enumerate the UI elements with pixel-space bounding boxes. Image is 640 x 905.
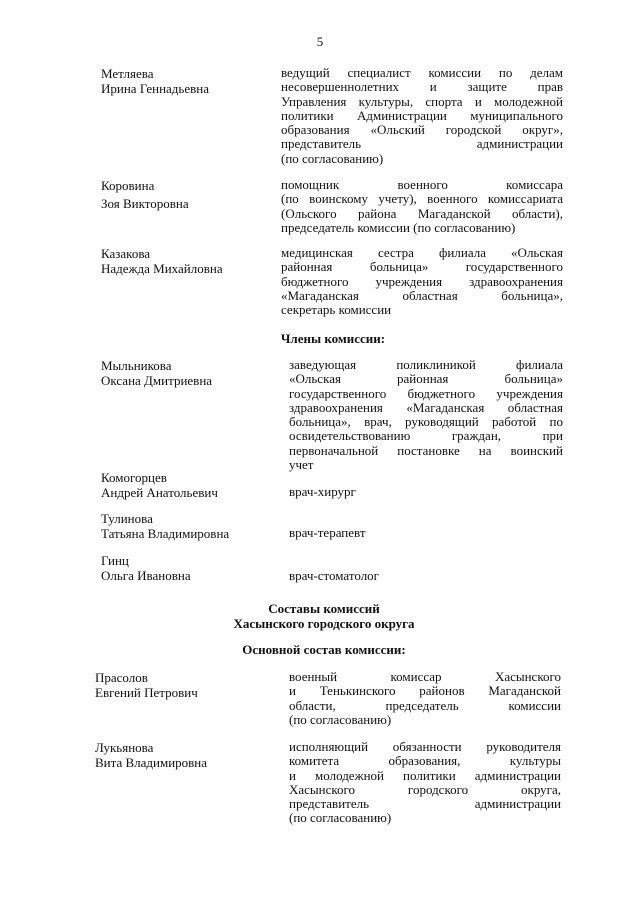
role-line: области, председатель комиссии — [289, 698, 561, 713]
role-line: бюджетного учреждения здравоохранения — [281, 274, 563, 289]
member-role — [289, 569, 571, 583]
role-line: (по согласованию) — [289, 712, 392, 727]
member-name — [101, 66, 209, 96]
role-line: государственного бюджетного учреждения — [289, 386, 563, 401]
role-line: медицинская сестра филиала «Ольская — [281, 246, 563, 260]
role-line: несовершеннолетних и защите прав — [281, 80, 563, 95]
section-heading — [4, 601, 640, 631]
role-line: (Ольского района Магаданской области), — [281, 206, 563, 221]
member-role — [289, 526, 571, 540]
surname: Прасолов — [95, 670, 148, 685]
role-line: здравоохранения «Магаданская областная — [289, 400, 563, 415]
role-line: районная больница» государственного — [281, 260, 563, 275]
member-role — [289, 740, 561, 826]
surname: Комогорцев — [101, 470, 167, 485]
member-role — [289, 670, 561, 727]
role-line: освидетельствованию граждан, при — [289, 429, 563, 444]
page-number: 5 — [316, 34, 324, 49]
role-line: заведующая поликлиникой филиала — [289, 358, 563, 372]
role-line: Хасынского городского округа, — [289, 782, 561, 797]
member-role — [281, 66, 563, 166]
role-line: «Магаданская областная больница», — [281, 288, 563, 303]
role-line: помощник военного комиссара — [281, 178, 563, 192]
member-name — [95, 740, 207, 770]
given-names: Татьяна Владимировна — [101, 526, 230, 541]
role-line: секретарь комиссии — [281, 303, 392, 318]
given-names: Ирина Геннадьевна — [101, 81, 209, 96]
role-line: врач-хирург — [289, 485, 356, 499]
role-line: образования «Ольский городской округ», — [281, 123, 563, 138]
given-names: Вита Владимировна — [95, 755, 208, 770]
surname: Казакова — [101, 246, 151, 261]
role-line: исполняющий обязанности руководителя — [289, 740, 561, 754]
given-names: Оксана Дмитриевна — [101, 373, 213, 388]
role-line: (по воинскому учету), военного комиссариата — [281, 192, 563, 207]
main-composition-heading: Основной состав комиссии: — [242, 642, 406, 657]
role-line: учет — [289, 458, 314, 473]
given-names: Надежда Михайловна — [101, 261, 223, 276]
member-name — [101, 246, 223, 276]
role-line: комитета образования, культуры — [289, 754, 561, 769]
section-heading-line: Хасынского городского округа — [233, 616, 415, 631]
member-role — [289, 485, 571, 499]
role-line: больница», врач, руководящий работой по — [289, 415, 563, 430]
surname: Лукьянова — [95, 740, 154, 755]
given-names: Ольга Ивановна — [101, 568, 191, 583]
role-line: военный комиссар Хасынского — [289, 670, 561, 684]
member-name — [101, 553, 191, 583]
surname: Гинц — [101, 553, 129, 568]
surname: Мыльникова — [101, 358, 172, 373]
role-line: представитель администрации — [281, 137, 563, 152]
surname: Тулинова — [101, 511, 153, 526]
member-name — [101, 511, 229, 541]
member-name — [95, 670, 198, 700]
given-names: Евгений Петрович — [95, 685, 198, 700]
role-line: (по согласованию) — [289, 811, 392, 826]
given-names: Андрей Анатольевич — [101, 485, 218, 500]
section-heading-line: Составы комиссий — [268, 601, 380, 616]
member-name — [101, 178, 189, 211]
role-line: председатель комиссии (по согласованию) — [281, 220, 516, 235]
role-line: ведущий специалист комиссии по делам — [281, 66, 563, 80]
role-line: представитель администрации — [289, 797, 561, 812]
member-name — [101, 358, 212, 388]
surname: Метляева — [101, 66, 154, 81]
members-heading: Члены комиссии: — [280, 331, 386, 346]
role-line: «Ольская районная больница» — [289, 372, 563, 387]
role-line: политики Администрации муниципального — [281, 108, 563, 123]
role-line: и Тенькинского районов Магаданской — [289, 684, 561, 699]
role-line: Управления культуры, спорта и молодежной — [281, 94, 563, 109]
role-line: врач-терапевт — [289, 526, 366, 540]
role-line: врач-стоматолог — [289, 569, 380, 583]
member-role — [289, 358, 563, 472]
member-role — [281, 246, 563, 317]
role-line: первоначальной постановке на воинский — [289, 443, 563, 458]
role-line: (по согласованию) — [281, 151, 384, 166]
member-name — [101, 470, 218, 500]
surname: Коровина — [101, 178, 155, 193]
role-line: и молодежной политики администрации — [289, 768, 561, 783]
given-names: Зоя Викторовна — [101, 196, 189, 211]
member-role — [281, 178, 563, 235]
